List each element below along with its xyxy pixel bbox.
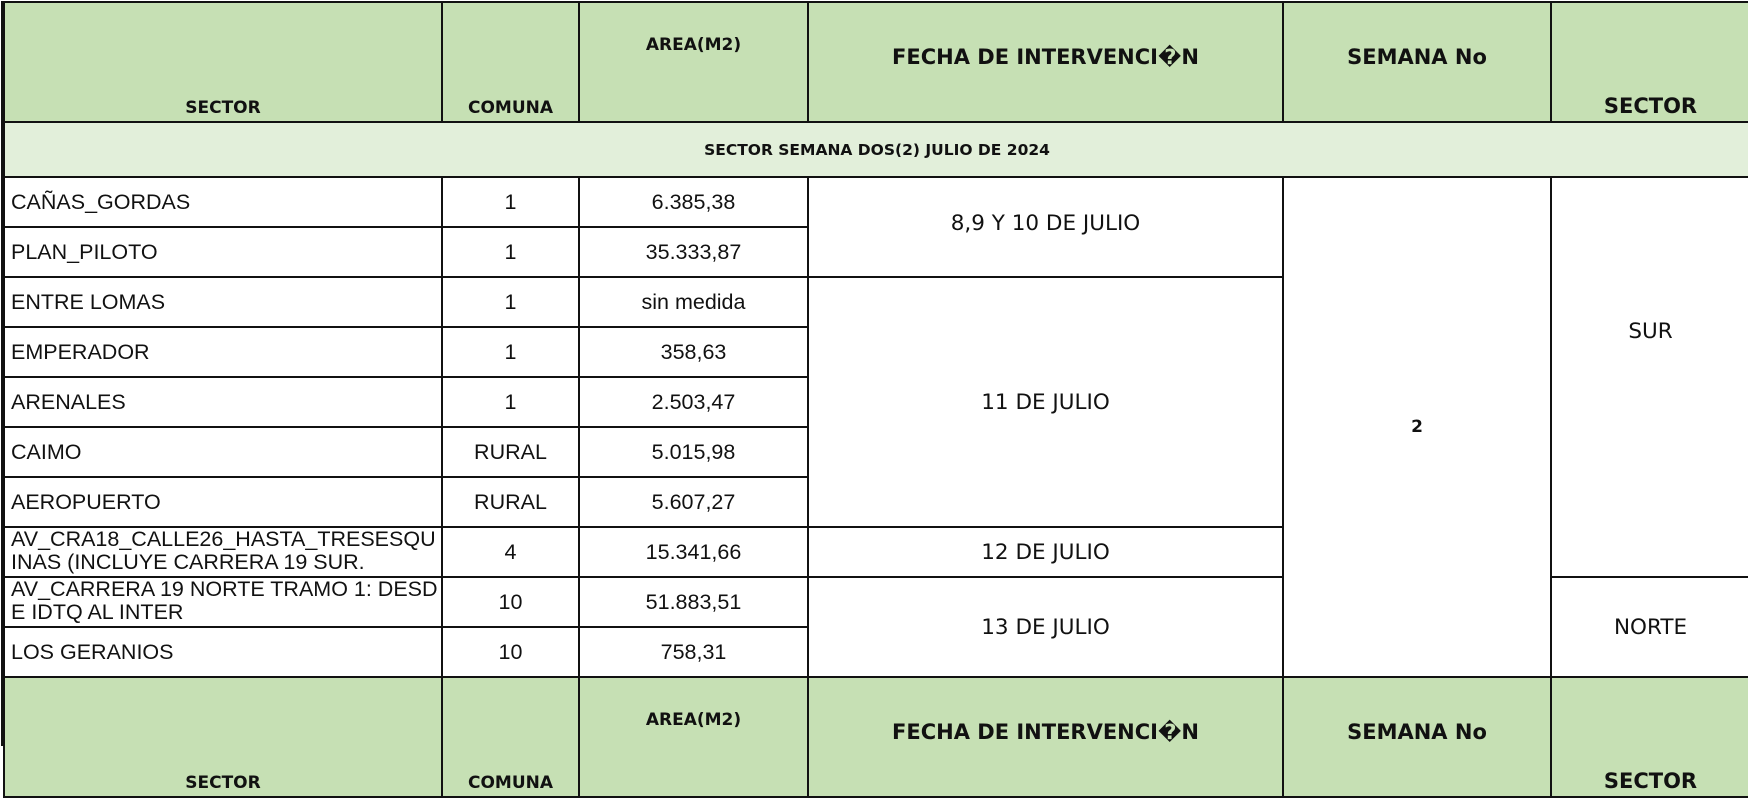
header-row-top [4,2,1748,122]
cell-sector[interactable]: AEROPUERTO [4,477,442,527]
header-sector[interactable]: SECTOR [4,2,442,122]
cell-area[interactable]: 6.385,38 [579,177,808,227]
cell-fecha[interactable] [808,527,1283,577]
cell-sector[interactable]: AV_CARRERA 19 NORTE TRAMO 1: DESDE IDTQ AL INTER [4,577,442,627]
zona-sur-text: SUR [1628,318,1673,344]
cell-sector[interactable]: AV_CRA18_CALLE26_HASTA_TRESESQUINAS (INCLUYE CARRERA 19 SUR. [4,527,442,577]
header-comuna[interactable]: COMUNA [442,2,579,122]
fecha-text: 11 DE JULIO [981,389,1110,415]
cell-sector[interactable]: EMPERADOR [4,327,442,377]
intervention-table [3,1,1748,798]
cell-zona-sur[interactable] [1551,177,1748,577]
semana-text: 2 [1411,417,1423,437]
banner-row [4,122,1748,177]
footer-comuna[interactable]: COMUNA [442,677,579,797]
cell-area[interactable]: 2.503,47 [579,377,808,427]
cell-comuna[interactable]: 1 [442,277,579,327]
cell-fecha[interactable] [808,577,1283,677]
header-semana[interactable]: SEMANA No [1283,2,1551,122]
cell-area[interactable]: 358,63 [579,327,808,377]
footer-sector[interactable]: SECTOR [4,677,442,797]
cell-comuna[interactable]: 10 [442,627,579,677]
cell-fecha[interactable] [808,277,1283,527]
cell-comuna[interactable]: RURAL [442,427,579,477]
cell-zona-norte[interactable] [1551,577,1748,677]
footer-fecha[interactable]: FECHA DE INTERVENCI�N [808,677,1283,797]
cell-area[interactable]: 51.883,51 [579,577,808,627]
week-banner[interactable]: SECTOR SEMANA DOS(2) JULIO DE 2024 [4,122,1748,177]
footer-sector-right[interactable]: SECTOR [1551,677,1748,797]
cell-area[interactable]: sin medida [579,277,808,327]
cell-sector[interactable]: ARENALES [4,377,442,427]
cell-fecha[interactable] [808,177,1283,277]
cell-comuna[interactable]: 1 [442,227,579,277]
fecha-text: 8,9 Y 10 DE JULIO [950,210,1141,236]
footer-semana[interactable]: SEMANA No [1283,677,1551,797]
cell-comuna[interactable]: RURAL [442,477,579,527]
cell-comuna[interactable]: 1 [442,377,579,427]
cell-sector[interactable]: CAÑAS_GORDAS [4,177,442,227]
header-sector-right[interactable]: SECTOR [1551,2,1748,122]
cell-area[interactable]: 5.607,27 [579,477,808,527]
header-fecha[interactable]: FECHA DE INTERVENCI�N [808,2,1283,122]
cell-sector[interactable]: ENTRE LOMAS [4,277,442,327]
spreadsheet [1,1,1747,793]
cell-semana[interactable] [1283,177,1551,677]
cell-comuna[interactable]: 1 [442,327,579,377]
fecha-text: 12 DE JULIO [981,539,1110,565]
cell-comuna[interactable]: 1 [442,177,579,227]
table-row [4,177,1748,227]
cell-area[interactable]: 5.015,98 [579,427,808,477]
fecha-text: 13 DE JULIO [981,614,1110,640]
footer-area[interactable]: AREA(M2) [579,677,808,797]
cell-comuna[interactable]: 4 [442,527,579,577]
cell-area[interactable]: 35.333,87 [579,227,808,277]
header-area[interactable]: AREA(M2) [579,2,808,122]
cell-sector[interactable]: LOS GERANIOS [4,627,442,677]
header-row-bottom [4,677,1748,797]
cell-area[interactable]: 15.341,66 [579,527,808,577]
cell-comuna[interactable]: 10 [442,577,579,627]
zona-norte-text: NORTE [1613,614,1688,640]
cell-sector[interactable]: PLAN_PILOTO [4,227,442,277]
cell-sector[interactable]: CAIMO [4,427,442,477]
cell-area[interactable]: 758,31 [579,627,808,677]
